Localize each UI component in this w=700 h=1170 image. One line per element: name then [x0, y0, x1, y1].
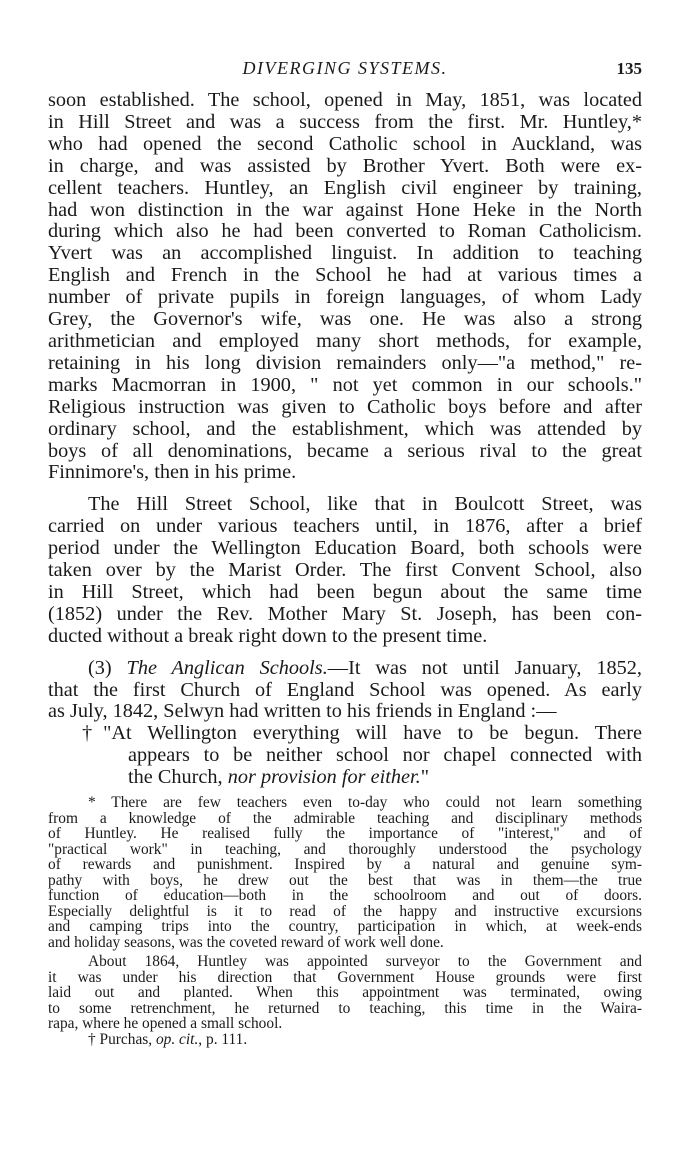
footnote-line: and camping trips into the country, participation in which, at week-ends	[48, 918, 642, 935]
footnote-huntley-continued	[48, 954, 642, 1032]
text-line: in charge, and was assisted by Brother Yvert. Both were ex-	[48, 154, 642, 177]
text-line: who had opened the second Catholic school in Auckland, was	[48, 132, 642, 155]
text-line: English and French in the School he had at various times a	[48, 264, 642, 287]
text-fragment: , p. 111.	[198, 1030, 248, 1048]
text-fragment: † Purchas,	[88, 1030, 156, 1048]
text-line: arithmetician and employed many short methods, for example,	[48, 329, 642, 352]
section-heading: The Anglican Schools.	[126, 656, 328, 679]
text-line: carried on under various teachers until, in 1876, after a brief	[48, 515, 642, 538]
text-line: period under the Wellington Education Board, both schools were	[48, 537, 642, 560]
footnote-line: Especially delightful is it to read of the happy and instructive excursions	[48, 902, 642, 920]
text-line: in Hill Street, which had been begun about the same time	[48, 580, 642, 603]
section-number: (3)	[88, 656, 127, 679]
footnote-line: and holiday seasons, was the coveted reward of work well done.	[48, 933, 444, 951]
text-line: Yvert was an accomplished linguist. In addition to teaching	[48, 242, 642, 265]
text-fragment: the Church,	[128, 766, 228, 789]
footnote-line: from a knowledge of the admirable teaching and disciplinary methods	[48, 809, 642, 827]
quote-line: appears to be neither school nor chapel connected with	[128, 744, 642, 767]
text-line: Finnimore's, then in his prime.	[48, 461, 297, 484]
text-line: number of private pupils in foreign languages, of whom Lady	[48, 286, 642, 309]
text-line	[48, 658, 642, 680]
footnote-line: pathy with boys, he drew out the best that was in them—the true	[48, 871, 642, 889]
emphasis: nor provision for either.	[227, 766, 421, 789]
footnote-line	[48, 1032, 642, 1048]
text-line: The Hill Street School, like that in Boulcott Street, was	[88, 493, 642, 516]
footnote-line: of Huntley. He realised fully the importance of "interest," and of	[48, 825, 642, 842]
text-line: had won distinction in the war against Hone Heke in the North	[48, 198, 642, 221]
page-header	[48, 58, 642, 86]
footnotes	[48, 795, 642, 1047]
text-fragment: —It was not until January, 1852,	[327, 656, 643, 679]
footnote-line: "practical work" in teaching, and thoroughly understood the psychology	[48, 840, 642, 858]
text-line: boys of all denominations, became a serious rival to the great	[48, 439, 642, 462]
footnote-line: function of education—both in the schoolroom and out of doors.	[48, 887, 642, 904]
footnote-huntley	[48, 795, 642, 950]
text-line: (1852) under the Rev. Mother Mary St. Joseph, has been con-	[48, 602, 642, 625]
text-line: marks Macmorran in 1900, " not yet common in our schools."	[48, 373, 642, 396]
text-line: in Hill Street and was a success from the first. Mr. Huntley,*	[48, 110, 642, 133]
text-line: soon established. The school, opened in May, 1851, was located	[48, 89, 642, 111]
page-number: 135	[616, 59, 642, 78]
text-line: ducted without a break right down to the present time.	[48, 624, 488, 647]
text-line: retaining in his long division remainders only—"a method," re-	[48, 351, 642, 374]
emphasis: op. cit.	[155, 1030, 199, 1048]
footnote-line: About 1864, Huntley was appointed surveyor to the Government and	[88, 953, 642, 970]
text-line: taken over by the Marist Order. The first Convent School, also	[48, 559, 642, 582]
footnote-line: rapa, where he opened a small school.	[48, 1015, 283, 1032]
text-line: Religious instruction was given to Catholic boys before and after	[48, 395, 642, 418]
footnote-line: to some retrenchment, he returned to teaching, this time in the Waira-	[48, 999, 642, 1017]
text-line: Grey, the Governor's wife, was one. He was also a strong	[48, 308, 642, 331]
text-line: as July, 1842, Selwyn had written to his friends in England :—	[48, 700, 557, 723]
footnote-line: * There are few teachers even to-day who could not learn something	[88, 794, 642, 811]
quote-line: †"At Wellington everything will have to be begun. There	[82, 722, 642, 745]
text-line: ordinary school, and the establishment, which was attended by	[48, 417, 642, 440]
block-quote	[82, 723, 642, 789]
text-line: cellent teachers. Huntley, an English civil engineer by training,	[48, 176, 642, 199]
footnote-line: of rewards and punishment. Inspired by a natural and genuine sym-	[48, 856, 642, 873]
footnote-line: it was under his direction that Government House grounds were first	[48, 968, 642, 986]
paragraph-anglican-schools	[48, 658, 642, 724]
text-line: that the first Church of England School was opened. As early	[48, 678, 642, 701]
footnote-purchas	[48, 1032, 642, 1048]
text-fragment: "	[420, 766, 430, 789]
paragraph-marist-order	[48, 494, 642, 647]
running-title: DIVERGING SYSTEMS.	[242, 58, 448, 78]
footnote-line: laid out and planted. When this appointment was terminated, owing	[48, 984, 642, 1001]
quote-line	[82, 767, 642, 789]
paragraph-hill-street-school	[48, 90, 642, 484]
text-line: during which also he had been converted to Roman Catholicism.	[48, 220, 642, 243]
main-text	[48, 90, 642, 789]
